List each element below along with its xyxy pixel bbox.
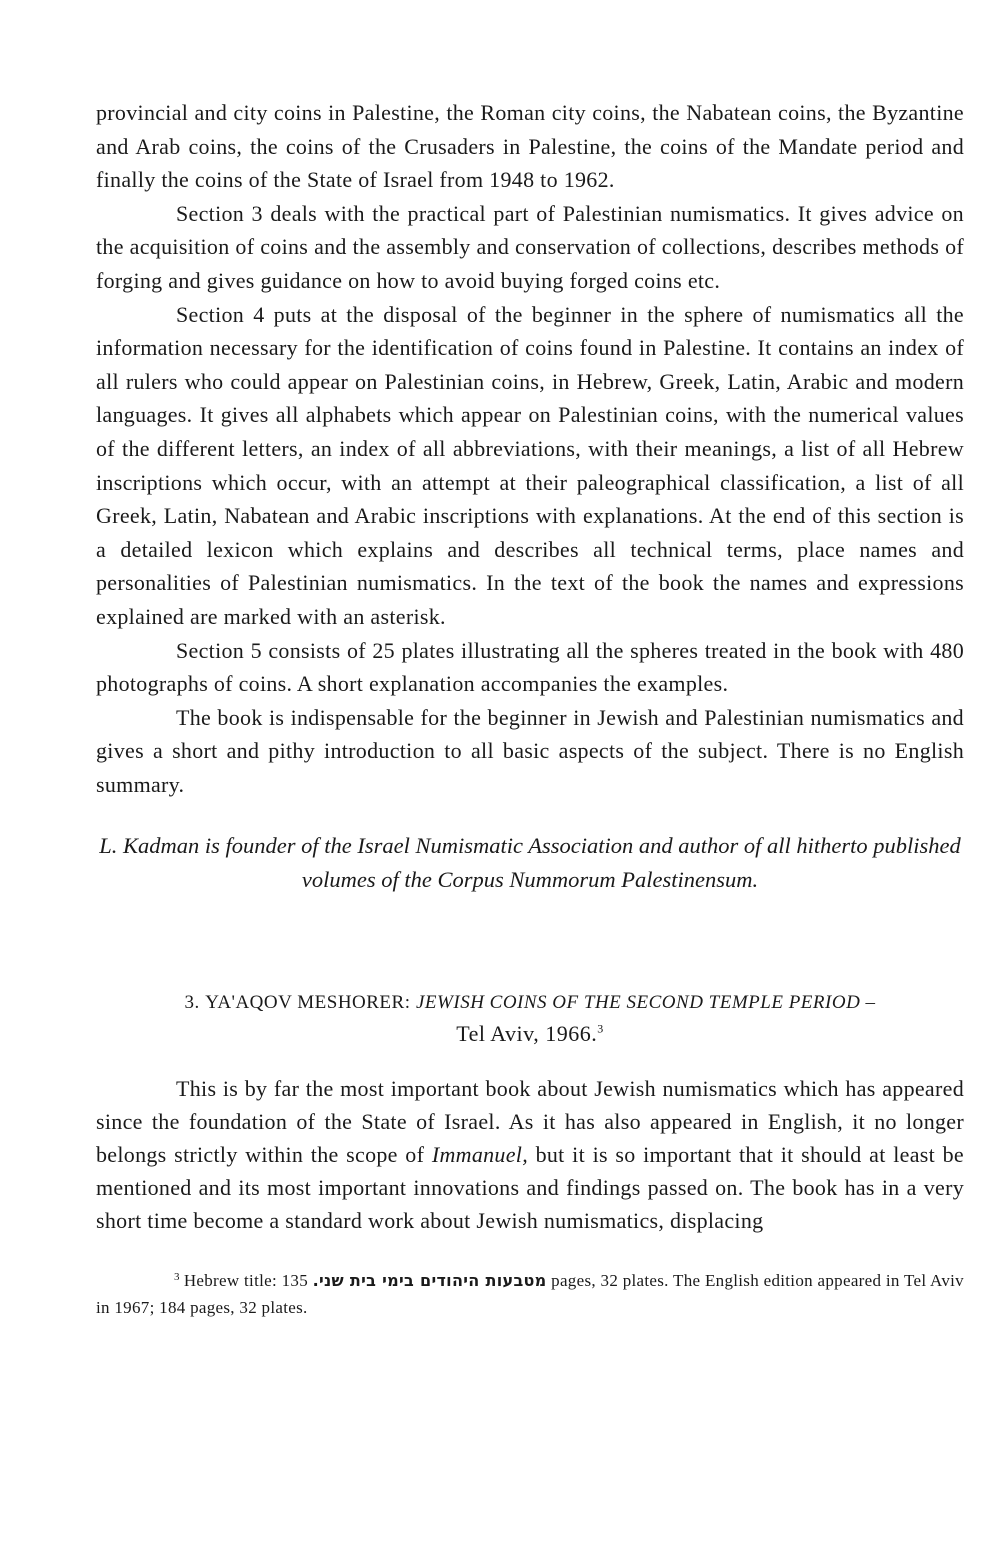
review-heading xyxy=(96,987,964,1050)
review-italic-work: Immanuel, xyxy=(431,1142,528,1168)
review-text-part-1: This is by far the most important book about Jewish numismatics which has appeared since the foundation of the State of Israel. As it has also appeared in English, it no longer belongs strictly within the scope of xyxy=(96,1076,964,1168)
body-paragraph: Section 5 consists of 25 plates illustrating all the spheres treated in the book with 480 photographs of coins. A short explanation accompanies the examples. xyxy=(96,637,964,697)
footnote xyxy=(96,1267,964,1321)
review-paragraph xyxy=(96,1072,964,1237)
body-paragraph: Section 4 puts at the disposal of the beginner in the sphere of numismatics all the information necessary for the identification of coins found in Palestine. It contains an index of all rulers who could appear on Palestinian coins, in Hebrew, Greek, Latin, Arabic and modern languages. It gives all alphabets which appear on Palestinian coins, with the numerical values of the different letters, an index of all abbreviations, with their meanings, a list of all Hebrew inscriptions which occur, with an attempt at their paleographical classification, a list of all Greek, Latin, Nabatean and Arabic inscriptions with explanations. At the end of this section is a detailed lexicon which explains and describes all technical terms, place names and personalities of Palestinian numismatics. In the text of the book the names and expressions explained are marked with an asterisk. xyxy=(96,301,964,629)
body-paragraph: provincial and city coins in Palestine, the Roman city coins, the Nabatean coins, the Byzantine and Arab coins, the coins of the Crusaders in Palestine, the coins of the Mandate period and finally the coins of the State of Israel from 1948 to 1962. xyxy=(96,100,964,193)
review-place-date-text: Tel Aviv, 1966. xyxy=(456,1021,598,1047)
footnote-details: 135 pages, 32 plates. The English edition appeared in Tel Aviv in 1967; 184 pages, 32 plates. xyxy=(96,1271,964,1318)
review-body xyxy=(96,1072,964,1237)
body-paragraph: Section 3 deals with the practical part of Palestinian numismatics. It gives advice on the acquisition of coins and the assembly and conservation of collections, describes methods of forging and gives guidance on how to avoid buying forged coins etc. xyxy=(96,200,964,293)
body-paragraph: The book is indispensable for the beginner in Jewish and Palestinian numismatics and gives a short and pithy introduction to all basic aspects of the subject. There is no English summary. xyxy=(96,704,964,797)
review-book-title: JEWISH COINS OF THE SECOND TEMPLE PERIOD – xyxy=(416,992,876,1014)
footnote-reference: 3 xyxy=(597,1022,604,1037)
footnote-label: Hebrew title: xyxy=(183,1271,277,1291)
review-number: 3. xyxy=(184,992,200,1014)
page-content xyxy=(96,96,964,1338)
review-author: YA'AQOV MESHORER: xyxy=(205,992,411,1014)
footnote-hebrew-title: מטבעות היהודים בימי בית שני. xyxy=(312,1271,547,1291)
review-text-part-2: but it is so important that it should at least be mentioned and its most important innovations and findings passed on. The book has in a very short time become a standard work about Jewish numismatics, displacing xyxy=(96,1142,964,1234)
footnote-marker: 3 xyxy=(174,1270,180,1283)
author-note: L. Kadman is founder of the Israel Numismatic Association and author of all hitherto published volumes of the Corpus Nummorum Palestinensum. xyxy=(99,833,961,893)
review-place-date xyxy=(96,1018,964,1050)
